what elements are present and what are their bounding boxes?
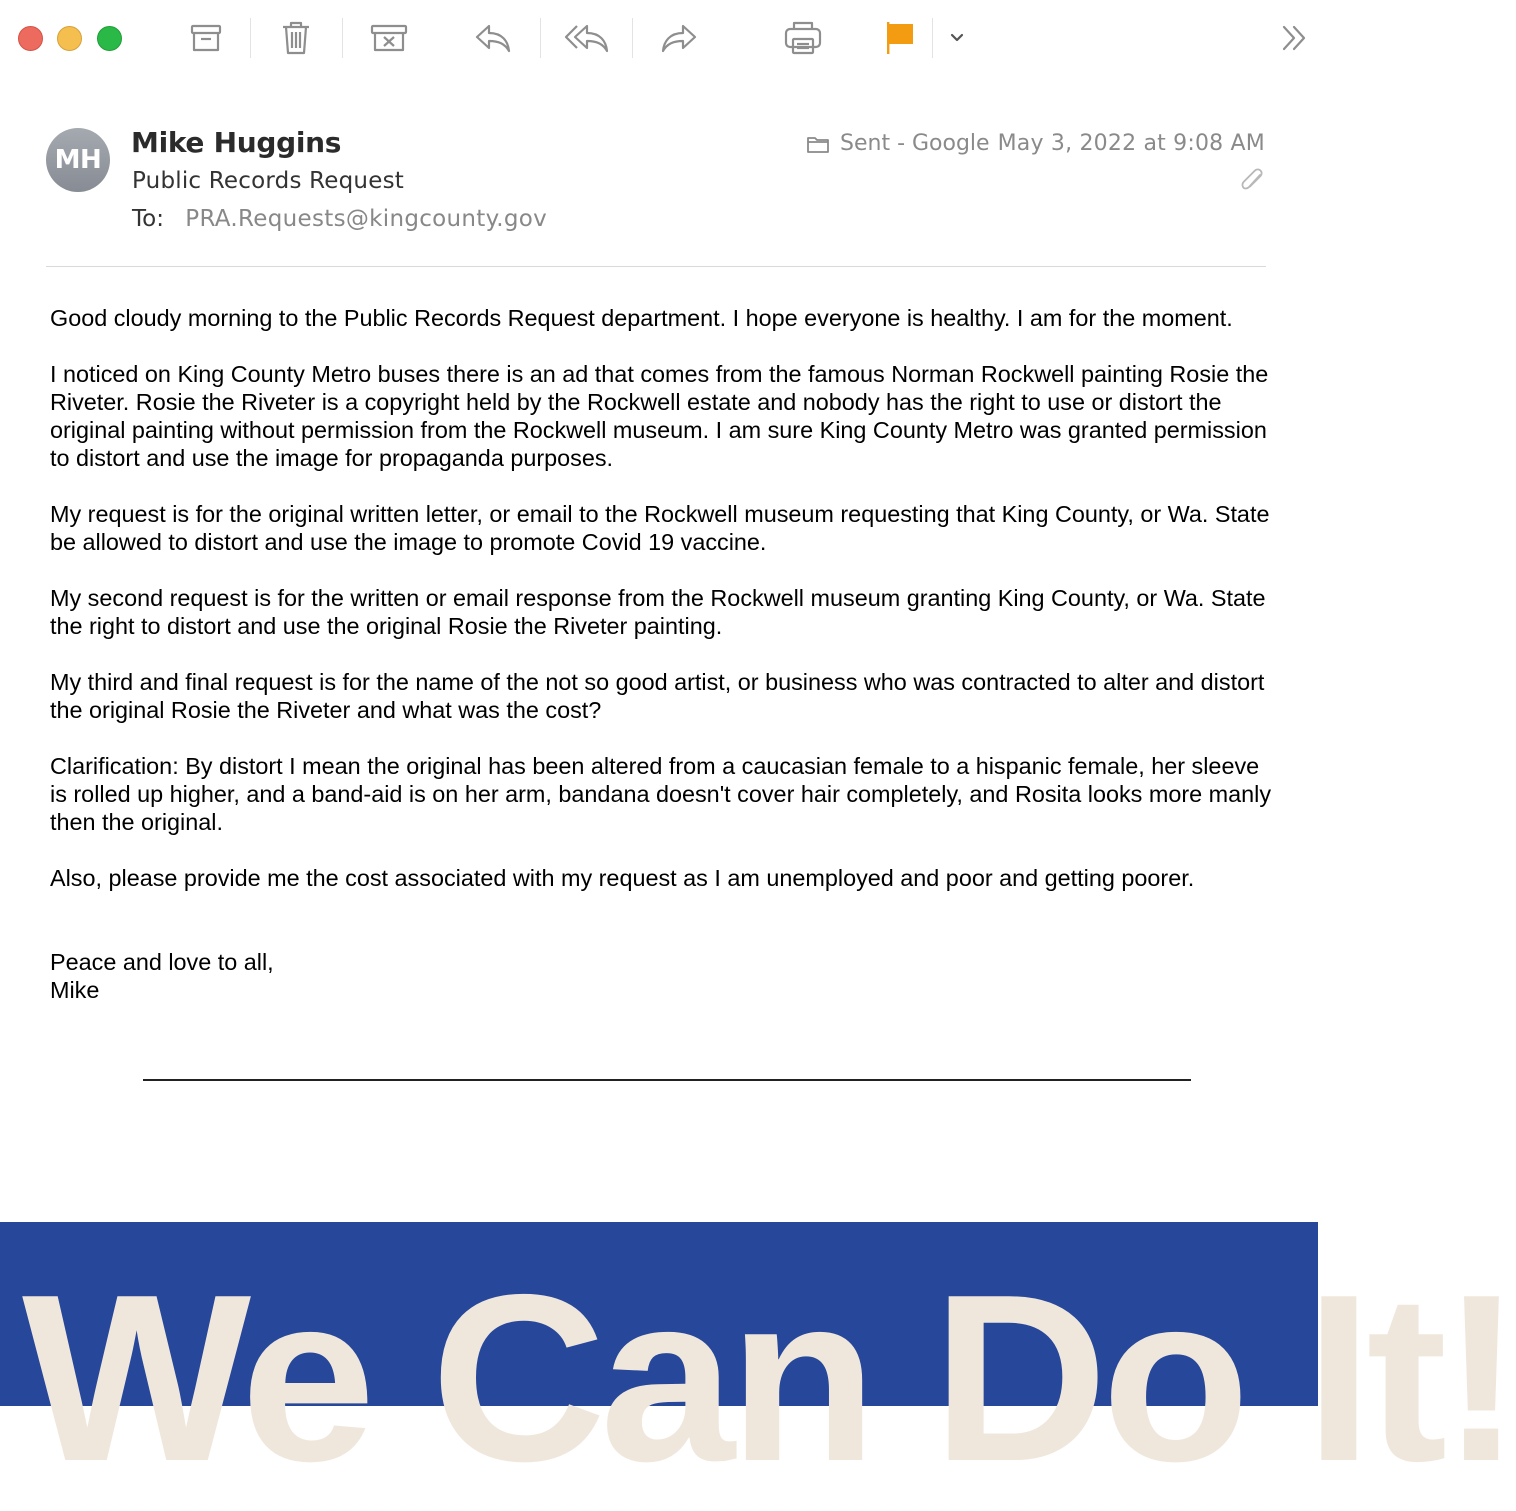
attachment-indicator[interactable]: [1240, 167, 1266, 200]
reply-icon: [473, 21, 513, 55]
flag-button[interactable]: [876, 14, 922, 62]
minimize-window-button[interactable]: [57, 26, 82, 51]
folder-icon: [806, 134, 830, 154]
junk-button[interactable]: [366, 14, 412, 62]
archive-button[interactable]: [184, 14, 228, 62]
print-button[interactable]: [780, 14, 826, 62]
to-label: To:: [132, 206, 164, 232]
forward-icon: [659, 21, 699, 55]
message-body: [50, 304, 1280, 1004]
body-paragraph: Also, please provide me the cost associated with my request as I am unemployed and poor and getting poorer.: [50, 865, 1195, 891]
toolbar: [0, 0, 1318, 78]
flag-menu-button[interactable]: [942, 14, 972, 62]
trash-icon: [279, 19, 313, 57]
signature-block: [50, 948, 1280, 1004]
flag-icon: [881, 19, 917, 57]
printer-icon: [783, 19, 823, 57]
body-paragraph: Good cloudy morning to the Public Records Request department. I hope everyone is healthy. I am for the moment.: [50, 305, 1233, 331]
header-divider: [46, 266, 1266, 267]
forward-button[interactable]: [656, 14, 702, 62]
body-paragraph: I noticed on King County Metro buses there is an ad that comes from the famous Norman Rockwell painting Rosie the Riveter. Rosie the Riveter is a copyright held by the Rockwell estate and nobody has the right to use or distort the original painting without permission from the Rockwell museum. I am sure King County Metro was granted permission to distort and use the image for propaganda purposes.: [50, 361, 1269, 471]
chevron-down-icon: [949, 32, 965, 44]
delete-button[interactable]: [274, 14, 318, 62]
poster-slogan: We Can Do It!: [22, 1246, 1516, 1511]
signature-rule: [143, 1079, 1191, 1081]
reply-all-icon: [563, 21, 611, 55]
signoff: Peace and love to all,: [50, 949, 274, 975]
junk-icon: [369, 21, 409, 55]
body-paragraph: My third and final request is for the name of the not so good artist, or business who was contracted to alter and distort the original Rosie the Riveter and what was the cost?: [50, 669, 1265, 723]
subject: Public Records Request: [132, 168, 404, 194]
paperclip-icon: [1240, 167, 1266, 195]
signature: Mike: [50, 977, 100, 1003]
sender-name[interactable]: Mike Huggins: [131, 126, 342, 159]
more-toolbar-button[interactable]: [1274, 14, 1314, 62]
zoom-window-button[interactable]: [97, 26, 122, 51]
recipient-row: [132, 206, 547, 232]
mailbox-label: [806, 131, 990, 156]
close-window-button[interactable]: [18, 26, 43, 51]
body-paragraph: My request is for the original written letter, or email to the Rockwell museum requesting that King County, or Wa. State be allowed to distort and use the image to promote Covid 19 vaccine.: [50, 501, 1270, 555]
mailbox-name: Sent - Google: [840, 131, 990, 156]
inline-image[interactable]: [0, 1222, 1516, 1511]
reply-button[interactable]: [470, 14, 516, 62]
archive-icon: [189, 21, 223, 55]
chevron-double-right-icon: [1279, 23, 1309, 53]
avatar: MH: [46, 128, 110, 192]
body-paragraph: My second request is for the written or email response from the Rockwell museum granting King County, or Wa. State the right to distort and use the original Rosie the Riveter painting.: [50, 585, 1266, 639]
body-paragraph: Clarification: By distort I mean the original has been altered from a caucasian female to a hispanic female, her sleeve is rolled up higher, and a band-aid is on her arm, bandana doesn't cover hair completely, and Rosita looks more manly then the original.: [50, 753, 1272, 835]
reply-all-button[interactable]: [560, 14, 614, 62]
message-date: May 3, 2022 at 9:08 AM: [997, 131, 1265, 156]
recipient-address[interactable]: PRA.Requests@kingcounty.gov: [185, 206, 548, 232]
